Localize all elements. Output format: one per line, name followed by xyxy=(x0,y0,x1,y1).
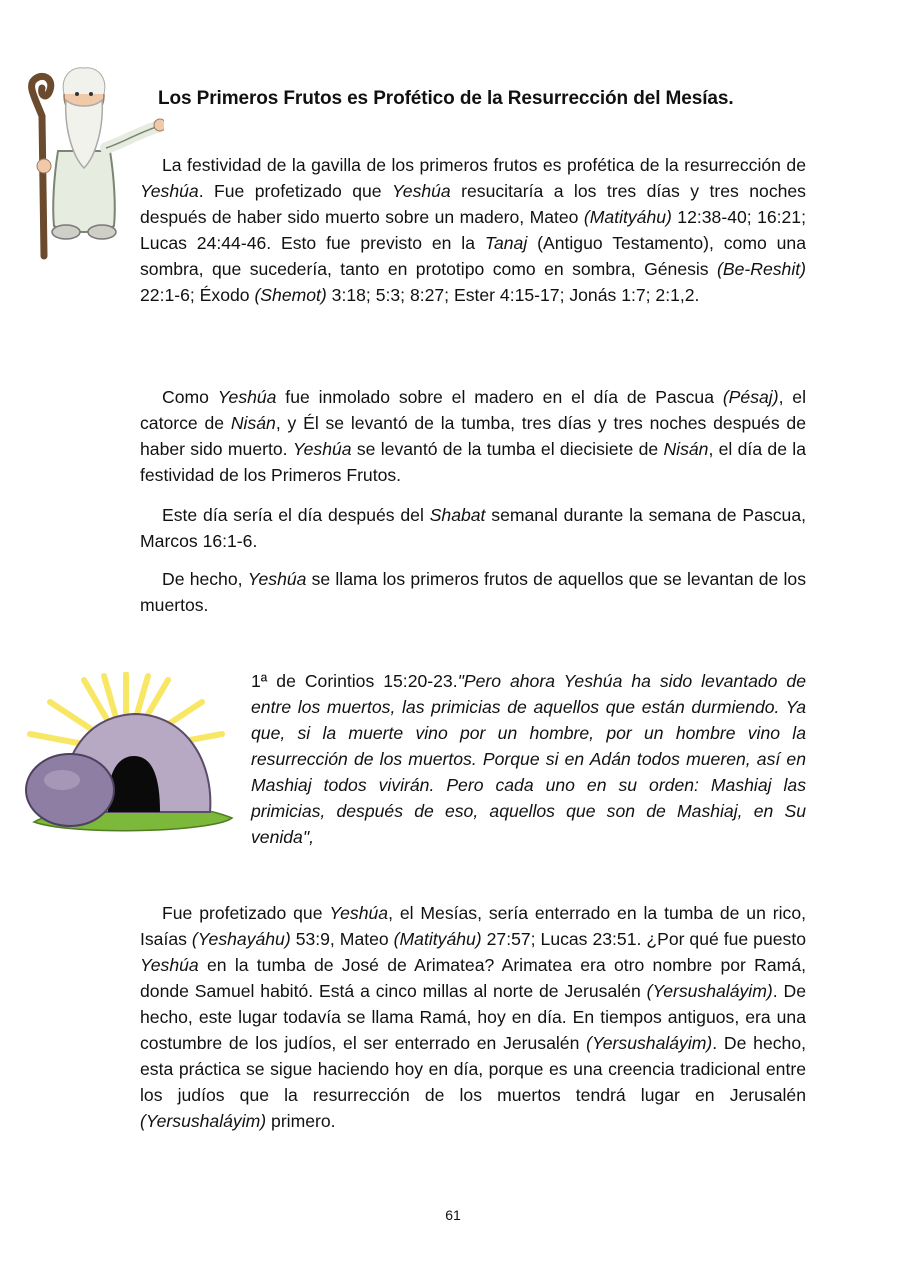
italic-term: Nisán xyxy=(663,439,709,459)
paragraph-5 xyxy=(140,900,806,1134)
text-run: , el día de la festividad de los Primeros Frutos. xyxy=(140,439,806,485)
paragraph-1 xyxy=(140,152,806,308)
text-run: , el catorce de xyxy=(140,387,806,433)
text-run: Como xyxy=(162,387,218,407)
italic-term: (Matityáhu) xyxy=(583,207,672,227)
text-run: se levantó de la tumba el diecisiete de xyxy=(351,439,664,459)
italic-term: Yeshúa xyxy=(140,955,199,975)
text-run: 3:18; 5:3; 8:27; Ester 4:15-17; Jonás 1:7; 2:1,2. xyxy=(326,285,700,305)
italic-term: (Yersushaláyim) xyxy=(140,1111,267,1131)
italic-term: (Be-Reshit) xyxy=(717,259,806,279)
paragraph-3 xyxy=(140,502,806,554)
italic-term: Tanaj xyxy=(484,233,528,253)
italic-term: Yeshúa xyxy=(140,181,199,201)
text-run: semanal durante la semana de Pascua, Marcos 16:1-6. xyxy=(140,505,806,551)
text-run: fue inmolado sobre el madero en el día de Pascua xyxy=(276,387,723,407)
text-run: resucitaría a los tres días y tres noches después de haber sido muerto sobre un madero, Mateo xyxy=(140,181,806,227)
quote-reference: 1ª de Corintios 15:20-23. xyxy=(251,671,458,691)
text-run: Fue profetizado que xyxy=(162,903,330,923)
empty-tomb-illustration xyxy=(14,672,238,842)
italic-term: (Pésaj) xyxy=(722,387,779,407)
italic-term: (Matityáhu) xyxy=(393,929,482,949)
italic-term: Yeshúa xyxy=(292,439,352,459)
italic-term: (Yersushaláyim) xyxy=(586,1033,713,1053)
text-run: , y Él se levantó de la tumba, tres días y tres noches después de haber sido muerto. xyxy=(140,413,807,459)
italic-term: (Shemot) xyxy=(254,285,327,305)
text-run: en la tumba de José de Arimatea? Arimatea era otro nombre por Ramá, donde Samuel habitó. Está a cinco millas al norte de Jerusalén xyxy=(140,955,806,1001)
paragraph-4 xyxy=(140,566,806,618)
italic-term: Yeshúa xyxy=(247,569,307,589)
italic-term: Yeshúa xyxy=(392,181,451,201)
text-run: . Fue profetizado que xyxy=(198,181,393,201)
text-run: . De hecho, esta práctica se sigue haciendo hoy en día, porque es una creencia tradicional entre los judíos que la resurrección de los muertos tendrá lugar en Jerusalén xyxy=(140,1033,806,1105)
italic-term: (Yeshayáhu) xyxy=(191,929,291,949)
quote-text: "Pero ahora Yeshúa ha sido levantado de entre los muertos, las primicias de aquellos que están durmiendo. Ya que, si la muerte vino por un hombre, por un hombre vino la resurrección de los muertos. Porque si en Adán todos mueren, así en Mashiaj todos vivirán. Pero cada uno en su orden: Mashiaj las primicias, después de eso, aquellos que son de Mashiaj, en Su venida", xyxy=(251,671,807,847)
text-run: 12:38-40; 16:21; Lucas 24:44-46. Esto fue previsto en la xyxy=(140,207,806,253)
text-run: . De hecho, este lugar todavía se llama Ramá, hoy en día. En tiempos antiguos, era una costumbre de los judíos, el ser enterrado en Jerusalén xyxy=(140,981,806,1053)
page-number: 61 xyxy=(445,1207,461,1223)
scripture-quote xyxy=(251,668,806,850)
italic-term: Shabat xyxy=(429,505,486,525)
italic-term: Yeshúa xyxy=(217,387,277,407)
rolling-stone xyxy=(26,754,114,826)
text-run: 22:1-6; Éxodo xyxy=(140,285,255,305)
italic-term: Nisán xyxy=(230,413,276,433)
italic-term: (Yersushaláyim) xyxy=(646,981,773,1001)
text-run: Este día sería el día después del xyxy=(162,505,430,525)
text-run: De hecho, xyxy=(162,569,248,589)
text-run: se llama los primeros frutos de aquellos que se levantan de los muertos. xyxy=(140,569,806,615)
page-title: Los Primeros Frutos es Profético de la Resurrección del Mesías. xyxy=(158,88,734,109)
text-run: , el Mesías, sería enterrado en la tumba de un rico, Isaías xyxy=(140,903,806,949)
text-run: 53:9, Mateo xyxy=(290,929,394,949)
text-run: (Antiguo Testamento), como una sombra, que sucedería, tanto en prototipo como en sombra, Génesis xyxy=(140,233,806,279)
text-run: La festividad de la gavilla de los primeros frutos es profética de la resurrección de xyxy=(162,155,806,175)
text-run: primero. xyxy=(266,1111,336,1131)
italic-term: Yeshúa xyxy=(329,903,389,923)
paragraph-2 xyxy=(140,384,806,488)
text-run: 27:57; Lucas 23:51. ¿Por qué fue puesto xyxy=(481,929,807,949)
